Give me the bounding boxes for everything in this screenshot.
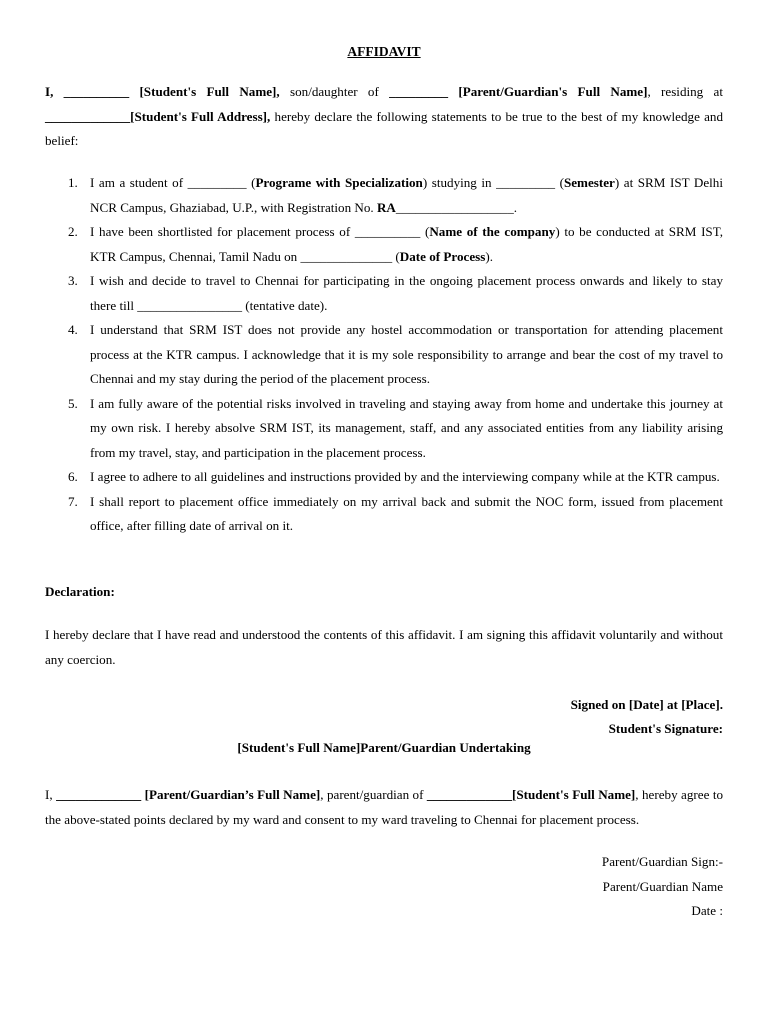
item-number: 4. (68, 322, 78, 337)
guardian-parent-name: [Parent/Guardian’s Full Name] (144, 787, 321, 802)
item-bold: Programe with Specialization (255, 175, 423, 190)
item-bold: Date of Process (399, 248, 486, 264)
guardian-name-label: Parent/Guardian Name (602, 879, 723, 894)
item-text: I have been shortlisted for placement process of __________ ( (90, 224, 430, 239)
guardian-rest: , hereby agree to the above-stated points declared by my ward and consent to my ward traveling to Chennai for placement process. (45, 787, 723, 827)
item-text: I agree to adhere to all guidelines and instructions provided by and the interviewing company while at the KTR campus. (90, 469, 720, 484)
item-bold: RA (376, 199, 396, 215)
declaration-text: I hereby declare that I have read and understood the contents of this affidavit. I am signing this affidavit voluntarily and without any coercion. (45, 627, 723, 667)
guardian-student-name: [Student's Full Name] (512, 787, 636, 802)
guardian-i: I, (45, 787, 53, 802)
item-text: I am a student of _________ ( (90, 175, 256, 190)
guardian-mid: , parent/guardian of (320, 787, 424, 802)
statement-item (45, 220, 723, 269)
item-text: __________________. (395, 199, 518, 215)
declaration-heading: Declaration: (45, 584, 115, 599)
intro-blank-student: __________ (63, 84, 130, 99)
intro-residing: , residing at (647, 84, 723, 99)
intro-blank-parent: _________ (389, 84, 449, 99)
undertaking-heading: [Student's Full Name]Parent/Guardian Undertaking (237, 740, 531, 755)
item-number: 1. (68, 175, 78, 190)
intro-i: I, (45, 84, 54, 99)
statement-item (45, 269, 723, 318)
statement-item (45, 465, 723, 490)
item-bold: Name of the company (429, 224, 556, 239)
document-title: AFFIDAVIT (347, 44, 421, 59)
item-text: I am fully aware of the potential risks involved in traveling and staying away from home and undertake this journey at my own risk. I hereby absolve SRM IST, its management, staff, and any associated entities from any liability arising from my travel, stay, and participation in the placement process. (90, 395, 723, 460)
guardian-blank-parent: _____________ (56, 787, 142, 802)
statement-item (45, 171, 723, 220)
item-text: I understand that SRM IST does not provide any hostel accommodation or transportation for attending placement process at the KTR campus. I acknowledge that it is my sole responsibility to arrange and bear the cost of my travel to Chennai and my stay during the period of the placement process. (90, 322, 723, 386)
intro-blank-address: _____________ (45, 108, 131, 124)
guardian-date-label: Date : (691, 903, 723, 918)
intro-student-name: [Student's Full Name], (139, 84, 280, 99)
item-number: 3. (68, 273, 78, 288)
intro-address: [Student's Full Address], (130, 108, 271, 124)
intro-paragraph (45, 80, 723, 154)
guardian-blank-student: _____________ (426, 787, 513, 802)
student-signature-label: Student's Signature: (608, 721, 723, 736)
guardian-sign-label: Parent/Guardian Sign:- (601, 854, 723, 869)
item-text: ) studying in _________ ( (422, 175, 564, 190)
intro-declare: hereby declare the following statements to be true to the best of my knowledge and belief: (45, 108, 723, 148)
statement-item (45, 490, 723, 539)
intro-parent-name: [Parent/Guardian's Full Name] (458, 84, 648, 99)
item-text: ) at SRM IST Delhi NCR Campus, Ghaziabad, U.P., with Registration No. (90, 175, 723, 215)
item-number: 2. (68, 224, 78, 239)
item-text: I shall report to placement office immediately on my arrival back and submit the NOC form, issued from placement office, after filling date of arrival on it. (90, 493, 723, 533)
item-text: ). (485, 248, 494, 264)
statement-item (45, 318, 723, 392)
signed-on-line: Signed on [Date] at [Place]. (570, 697, 723, 712)
statement-item (45, 392, 723, 466)
item-number: 7. (68, 493, 78, 509)
item-number: 6. (68, 469, 78, 484)
item-bold: Semester (563, 175, 615, 190)
guardian-paragraph (45, 783, 723, 832)
item-number: 5. (68, 395, 78, 411)
statement-list (45, 171, 723, 539)
item-text: I wish and decide to travel to Chennai for participating in the ongoing placement process onwards and likely to stay there till ________________ (tentative date). (90, 273, 723, 313)
item-text: ) to be conducted at SRM IST, KTR Campus, Chennai, Tamil Nadu on ______________ ( (90, 224, 724, 264)
intro-son-daughter: son/daughter of (290, 84, 379, 99)
